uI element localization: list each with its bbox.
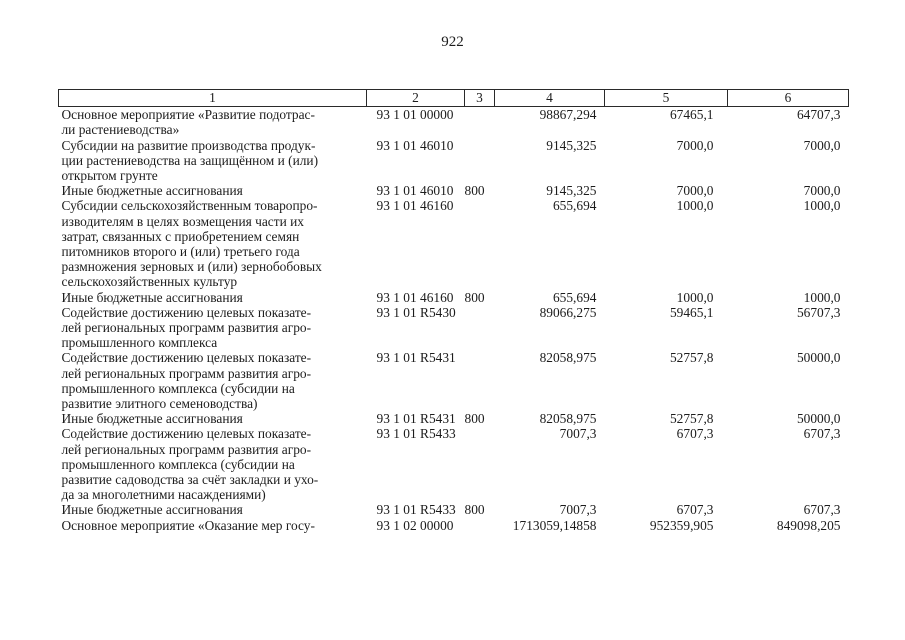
row-expense-type <box>465 107 495 138</box>
row-name-line: Субсидии на развитие производства продук- <box>61 137 316 153</box>
budget-table <box>58 89 849 533</box>
header-col-2: 2 <box>367 90 465 107</box>
row-value-col4: 1713059,14858 <box>512 517 597 533</box>
row-code: 93 1 01 46160 <box>376 289 454 305</box>
row-name-line: Субсидии сельскохозяйственным товаропро- <box>61 198 318 214</box>
table-row <box>59 411 849 426</box>
row-name-line: размножения зерновых и (или) зернобобовых <box>61 259 322 275</box>
table-row <box>59 350 849 411</box>
row-name <box>59 198 367 289</box>
row-name-line: промышленного комплекса (субсидии на <box>61 380 295 396</box>
row-value-col5: 1000,0 <box>676 289 714 305</box>
row-name <box>59 183 367 198</box>
row-value-col6: 50000,0 <box>796 350 841 366</box>
row-code: 93 1 01 R5431 <box>376 350 456 366</box>
row-code: 93 1 01 R5433 <box>376 426 456 442</box>
row-value-col4: 9145,325 <box>546 183 597 199</box>
row-value-col5: 952359,905 <box>649 517 714 533</box>
row-value-col6: 1000,0 <box>803 198 841 214</box>
row-name <box>59 411 367 426</box>
row-name-line: затрат, связанных с приобретением семян <box>61 228 300 244</box>
table-row <box>59 290 849 305</box>
row-name <box>59 502 367 517</box>
row-value-col5: 52757,8 <box>669 350 714 366</box>
table-row <box>59 183 849 198</box>
row-code: 93 1 01 46010 <box>376 183 454 199</box>
row-name <box>59 350 367 411</box>
row-value-col6: 849098,205 <box>776 517 841 533</box>
row-code: 93 1 01 R5430 <box>376 304 456 320</box>
header-col-3: 3 <box>465 90 495 107</box>
row-name-line: Содействие достижению целевых показате- <box>61 350 312 366</box>
row-value-col5: 67465,1 <box>669 107 714 123</box>
row-code: 93 1 01 00000 <box>376 107 454 123</box>
row-expense-type: 800 <box>464 183 485 199</box>
row-value-col5: 59465,1 <box>669 304 714 320</box>
row-name <box>59 518 367 533</box>
table-body <box>59 107 849 533</box>
table-row <box>59 426 849 502</box>
row-name-line: развитие садоводства за счёт закладки и ухо- <box>61 472 319 488</box>
row-expense-type <box>465 518 495 533</box>
row-value-col6: 7000,0 <box>803 137 841 153</box>
row-code: 93 1 01 R5431 <box>376 411 456 427</box>
row-name <box>59 107 367 138</box>
row-code: 93 1 01 46010 <box>376 137 454 153</box>
row-name-line: Иные бюджетные ассигнования <box>61 411 243 427</box>
row-name <box>59 426 367 502</box>
row-name-line: Основное мероприятие «Оказание мер госу- <box>61 517 315 533</box>
row-name-line: ли растениеводства» <box>61 122 180 138</box>
header-col-4: 4 <box>495 90 605 107</box>
header-row <box>59 90 849 107</box>
header-col-1: 1 <box>59 90 367 107</box>
row-value-col6: 50000,0 <box>796 411 841 427</box>
row-value-col4: 7007,3 <box>559 426 597 442</box>
row-expense-type <box>465 305 495 351</box>
row-value-col4: 9145,325 <box>546 137 597 153</box>
row-value-col6: 64707,3 <box>796 107 841 123</box>
table-header <box>59 90 849 107</box>
row-value-col5: 6707,3 <box>676 426 714 442</box>
row-name-line: Иные бюджетные ассигнования <box>61 183 243 199</box>
table-row <box>59 502 849 517</box>
row-name-line: Иные бюджетные ассигнования <box>61 502 243 518</box>
row-value-col5: 7000,0 <box>676 137 714 153</box>
row-expense-type <box>465 198 495 289</box>
row-value-col5: 52757,8 <box>669 411 714 427</box>
row-value-col4: 82058,975 <box>539 411 597 427</box>
row-name-line: развитие элитного семеноводства) <box>61 396 258 412</box>
row-value-col6: 6707,3 <box>803 502 841 518</box>
row-value-col5: 1000,0 <box>676 198 714 214</box>
row-name-line: Содействие достижению целевых показате- <box>61 304 312 320</box>
row-name-line: открытом грунте <box>61 168 158 184</box>
row-expense-type: 800 <box>464 289 485 305</box>
row-name-line: лей региональных программ развития агро- <box>61 441 312 457</box>
table-row <box>59 305 849 351</box>
row-name-line: ции растениеводства на защищённом и (или) <box>61 152 319 168</box>
table-row <box>59 107 849 138</box>
header-col-6: 6 <box>728 90 849 107</box>
row-name <box>59 305 367 351</box>
page-number: 922 <box>441 34 464 50</box>
row-name <box>59 138 367 184</box>
table-row <box>59 518 849 533</box>
row-value-col4: 89066,275 <box>539 304 597 320</box>
row-code: 93 1 02 00000 <box>376 517 454 533</box>
row-name-line: Иные бюджетные ассигнования <box>61 289 243 305</box>
row-value-col5: 7000,0 <box>676 183 714 199</box>
row-value-col4: 7007,3 <box>559 502 597 518</box>
header-col-5: 5 <box>605 90 728 107</box>
row-name-line: лей региональных программ развития агро- <box>61 320 312 336</box>
row-expense-type: 800 <box>464 411 485 427</box>
row-value-col4: 98867,294 <box>539 107 597 123</box>
row-name <box>59 290 367 305</box>
row-name-line: да за многолетними насаждениями) <box>61 487 266 503</box>
row-name-line: изводителям в целях возмещения части их <box>61 213 304 229</box>
row-value-col6: 1000,0 <box>803 289 841 305</box>
table-row <box>59 198 849 289</box>
row-value-col4: 655,694 <box>552 198 597 214</box>
row-value-col4: 82058,975 <box>539 350 597 366</box>
row-value-col5: 6707,3 <box>676 502 714 518</box>
row-value-col6: 56707,3 <box>796 304 841 320</box>
row-expense-type <box>465 426 495 502</box>
row-name-line: Содействие достижению целевых показате- <box>61 426 312 442</box>
row-expense-type: 800 <box>464 502 485 518</box>
table-row <box>59 138 849 184</box>
row-code: 93 1 01 R5433 <box>376 502 456 518</box>
row-value-col4: 655,694 <box>552 289 597 305</box>
row-expense-type <box>465 350 495 411</box>
row-code: 93 1 01 46160 <box>376 198 454 214</box>
row-name-line: лей региональных программ развития агро- <box>61 365 312 381</box>
row-name-line: сельскохозяйственных культур <box>61 274 238 290</box>
row-name-line: промышленного комплекса (субсидии на <box>61 456 295 472</box>
row-name-line: промышленного комплекса <box>61 335 218 351</box>
row-name-line: питомников второго и (или) третьего года <box>61 244 300 260</box>
row-name-line: Основное мероприятие «Развитие подотрас- <box>61 107 315 123</box>
row-value-col6: 7000,0 <box>803 183 841 199</box>
row-value-col6: 6707,3 <box>803 426 841 442</box>
row-expense-type <box>465 138 495 184</box>
